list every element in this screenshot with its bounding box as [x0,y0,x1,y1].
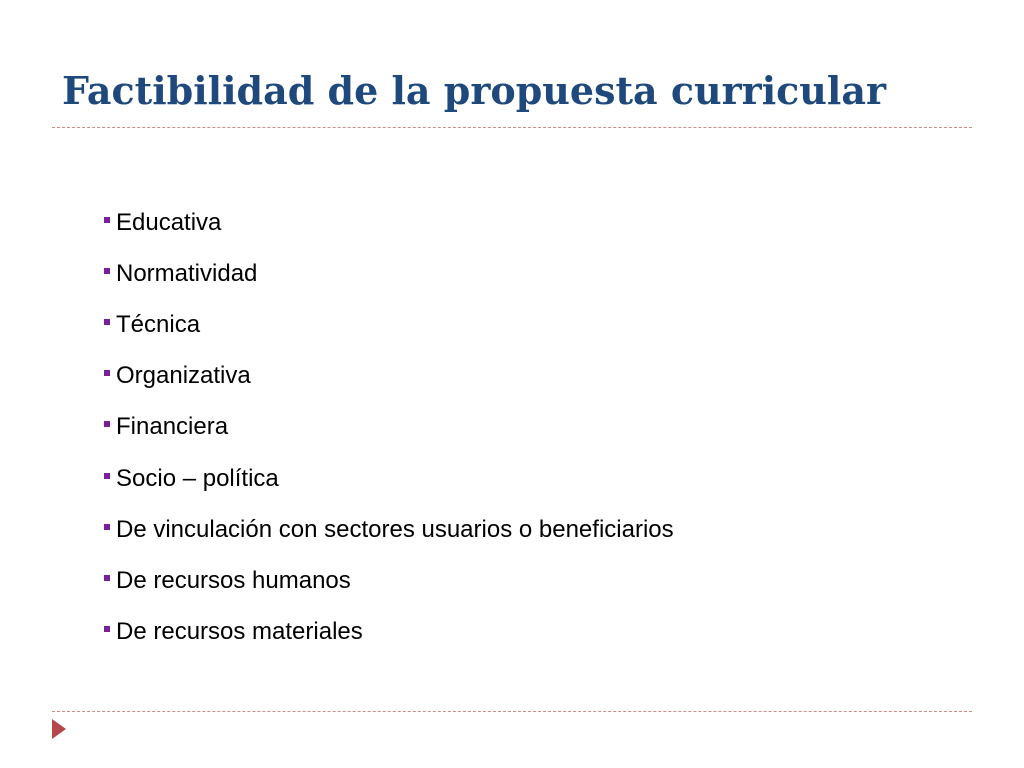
list-item-text: Financiera [116,413,229,441]
list-item [104,248,674,299]
list-item-text: Socio – política [116,464,279,492]
square-bullet-icon [104,575,110,581]
list-item [104,555,674,606]
square-bullet-icon [104,217,110,223]
list-item-text: De vinculación con sectores usuarios o beneficiarios [116,515,674,543]
list-item-text: Organizativa [116,362,251,390]
list-item [104,453,674,504]
square-bullet-icon [104,268,110,274]
bullet-list [104,197,674,658]
play-arrow-icon[interactable] [52,719,66,739]
list-item [104,351,674,402]
square-bullet-icon [104,626,110,632]
list-item-text: De recursos materiales [116,618,363,646]
square-bullet-icon [104,319,110,325]
list-item [104,504,674,555]
square-bullet-icon [104,524,110,530]
list-item [104,607,674,658]
list-item-text: Educativa [116,208,222,236]
footer-divider [52,711,972,712]
list-item [104,197,674,248]
square-bullet-icon [104,370,110,376]
list-item [104,402,674,453]
square-bullet-icon [104,421,110,427]
square-bullet-icon [104,473,110,479]
slide-title: Factibilidad de la propuesta curricular [62,68,886,113]
list-item-text: Técnica [116,310,201,338]
title-divider [52,127,972,128]
list-item-text: Normatividad [116,259,258,287]
list-item [104,299,674,350]
list-item-text: De recursos humanos [116,566,351,594]
